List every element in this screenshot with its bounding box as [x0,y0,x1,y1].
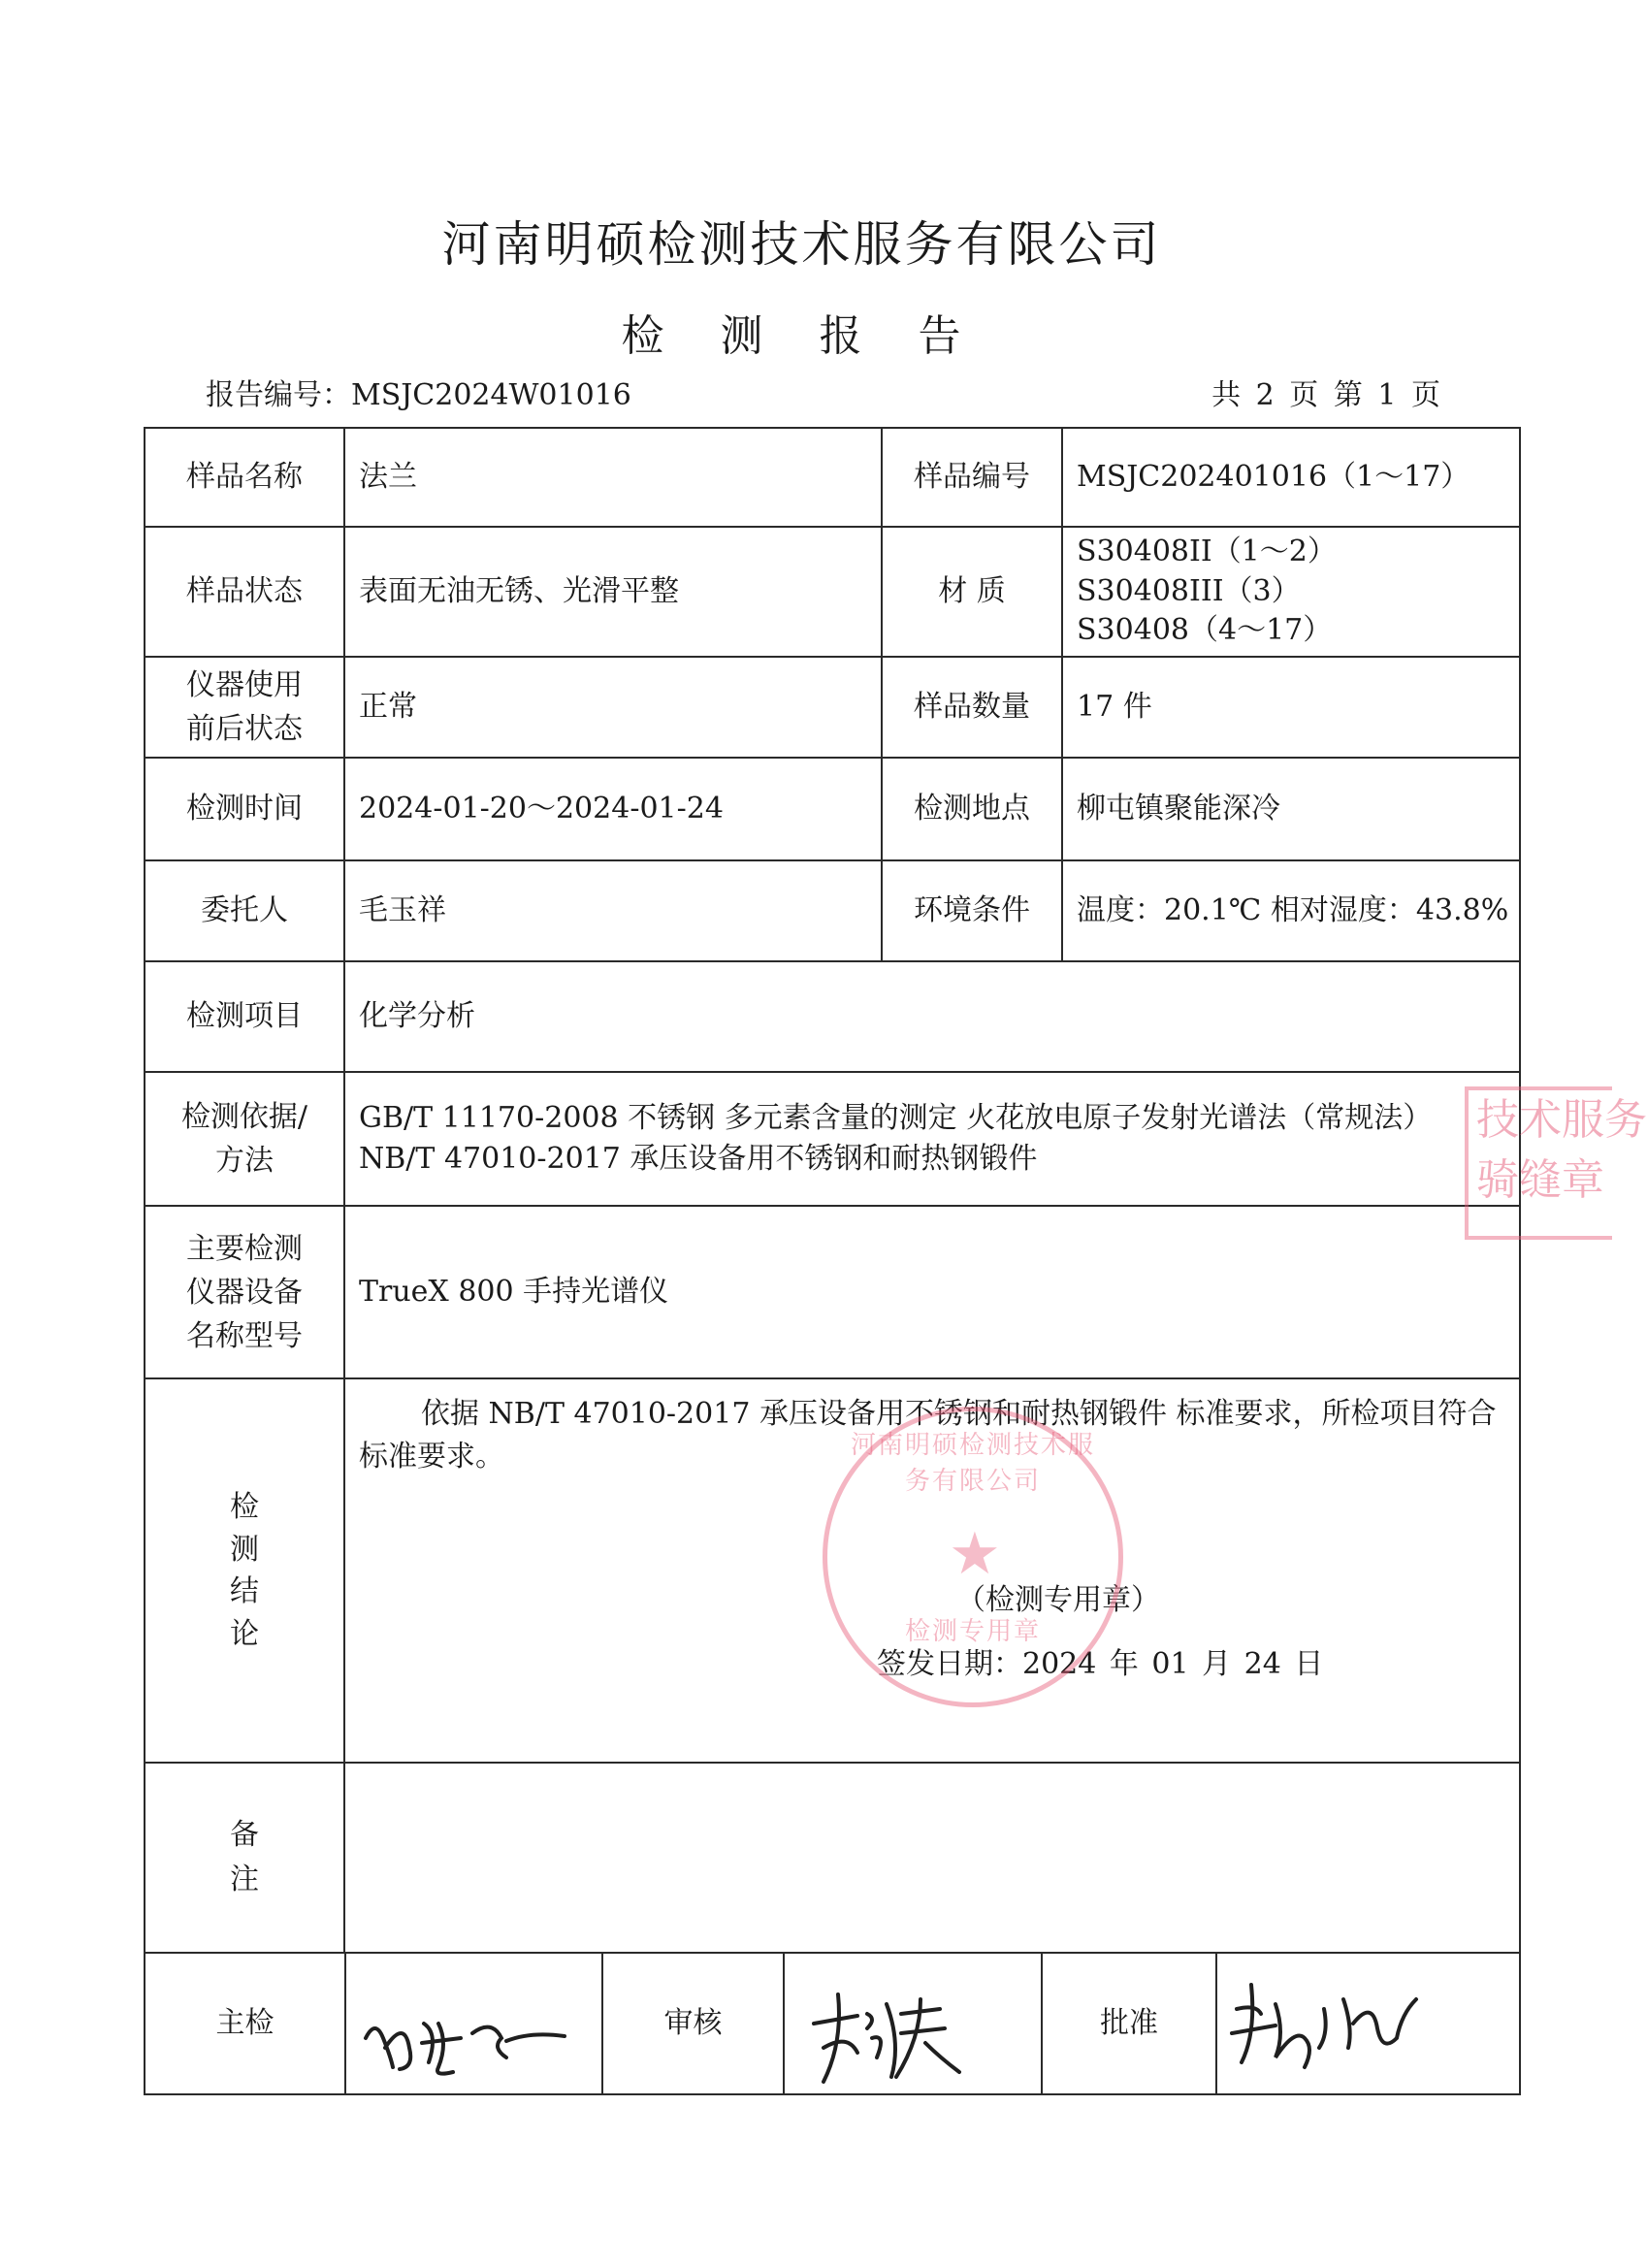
edge-seal-text: 骑缝章 [1476,1154,1604,1205]
instrument-state-value: 正常 [344,657,882,758]
label-char: 论 [230,1616,259,1651]
row-test-time [145,758,1520,860]
basis-line: GB/T 11170-2008 不锈钢 多元素含量的测定 火花放电原子发射光谱法（常规法） [359,1101,1433,1135]
instrument-state-label [145,657,344,758]
reviewer-signature [784,1954,1042,2093]
row-conclusion [145,1378,1520,1763]
sample-name-label: 样品名称 [145,428,344,527]
client-value: 毛玉祥 [344,860,882,961]
sample-state-value: 表面无油无锈、光滑平整 [344,527,882,657]
sample-state-label: 样品状态 [145,527,344,657]
basis-label [145,1072,344,1206]
material-value [1062,527,1520,657]
label-line: 方法 [215,1144,274,1178]
row-sample-state [145,527,1520,657]
remark-label [145,1763,344,1953]
label-line: 仪器使用 [186,668,303,702]
report-number: 报告编号：MSJC2024W01016 [206,378,631,412]
sample-name-value: 法兰 [344,428,882,527]
client-label: 委托人 [145,860,344,961]
stamp-circle-text: 河南明硕检测技术服务有限公司 [850,1431,1095,1496]
sample-no-label: 样品编号 [882,428,1062,527]
conclusion-text: 依据 NB/T 47010-2017 承压设备用不锈钢和耐热钢锻件 标准要求，所检项目符合标准要求。 [359,1397,1497,1474]
label-line: 主要检测 [186,1231,303,1266]
row-basis [145,1072,1520,1206]
page-info: 共 2 页 第 1 页 [1211,378,1440,412]
row-equipment [145,1206,1520,1378]
handwritten-signature-icon [346,1956,598,2091]
row-client [145,860,1520,961]
material-label: 材 质 [882,527,1062,657]
report-title: 检 测 报 告 [621,311,983,361]
stamp-bottom-text: 检测专用章 [904,1617,1041,1646]
signature-table [145,1954,1521,2093]
row-signatures [145,1953,1520,2094]
label-line: 检测依据/ [180,1100,308,1134]
row-instrument-state [145,657,1520,758]
label-char: 注 [230,1863,259,1896]
conclusion-label [145,1378,344,1763]
test-place-value: 柳屯镇聚能深冷 [1062,758,1520,860]
issue-date: 签发日期：2024 年 01 月 24 日 [877,1647,1324,1681]
remark-value [344,1763,1520,1953]
star-icon: ★ [949,1520,1001,1588]
signature-row [145,1953,1520,2094]
item-value: 化学分析 [344,961,1520,1072]
label-char: 备 [230,1817,259,1852]
label-char: 结 [230,1574,259,1608]
equipment-label [145,1206,344,1378]
row-item [145,961,1520,1072]
material-line: S30408II（1～2） [1077,535,1337,569]
label-line: 仪器设备 [186,1275,303,1310]
edge-seal-text: 技术服务 [1476,1095,1647,1145]
basis-line: NB/T 47010-2017 承压设备用不锈钢和耐热钢锻件 [359,1142,1038,1176]
equipment-value: TrueX 800 手持光谱仪 [344,1206,1520,1378]
row-sample-name [145,428,1520,527]
row-remark [145,1763,1520,1953]
test-time-label: 检测时间 [145,758,344,860]
basis-value [344,1072,1520,1206]
label-line: 名称型号 [186,1318,303,1353]
approver-signature [1216,1954,1521,2093]
label-line: 前后状态 [186,712,303,746]
item-label: 检测项目 [145,961,344,1072]
material-line: S30408（4～17） [1077,613,1333,648]
report-table [144,427,1521,2095]
approver-label: 批准 [1042,1954,1216,2093]
inspector-signature [345,1954,602,2093]
quantity-label: 样品数量 [882,657,1062,758]
test-time-value: 2024-01-20～2024-01-24 [344,758,882,860]
handwritten-signature-icon [785,1956,1037,2091]
env-label: 环境条件 [882,860,1062,961]
sample-no-value: MSJC202401016（1～17） [1062,428,1520,527]
inspector-label: 主检 [145,1954,345,2093]
env-value: 温度：20.1℃ 相对湿度：43.8% [1062,860,1520,961]
company-name: 河南明硕检测技术服务有限公司 [441,216,1162,273]
test-place-label: 检测地点 [882,758,1062,860]
seal-note: （检测专用章） [956,1583,1160,1617]
quantity-value: 17 件 [1062,657,1520,758]
material-line: S30408III（3） [1077,573,1301,608]
label-char: 检 [230,1490,259,1524]
handwritten-signature-icon [1217,1956,1508,2091]
label-char: 测 [230,1532,259,1567]
conclusion-value [344,1378,1520,1763]
reviewer-label: 审核 [602,1954,784,2093]
